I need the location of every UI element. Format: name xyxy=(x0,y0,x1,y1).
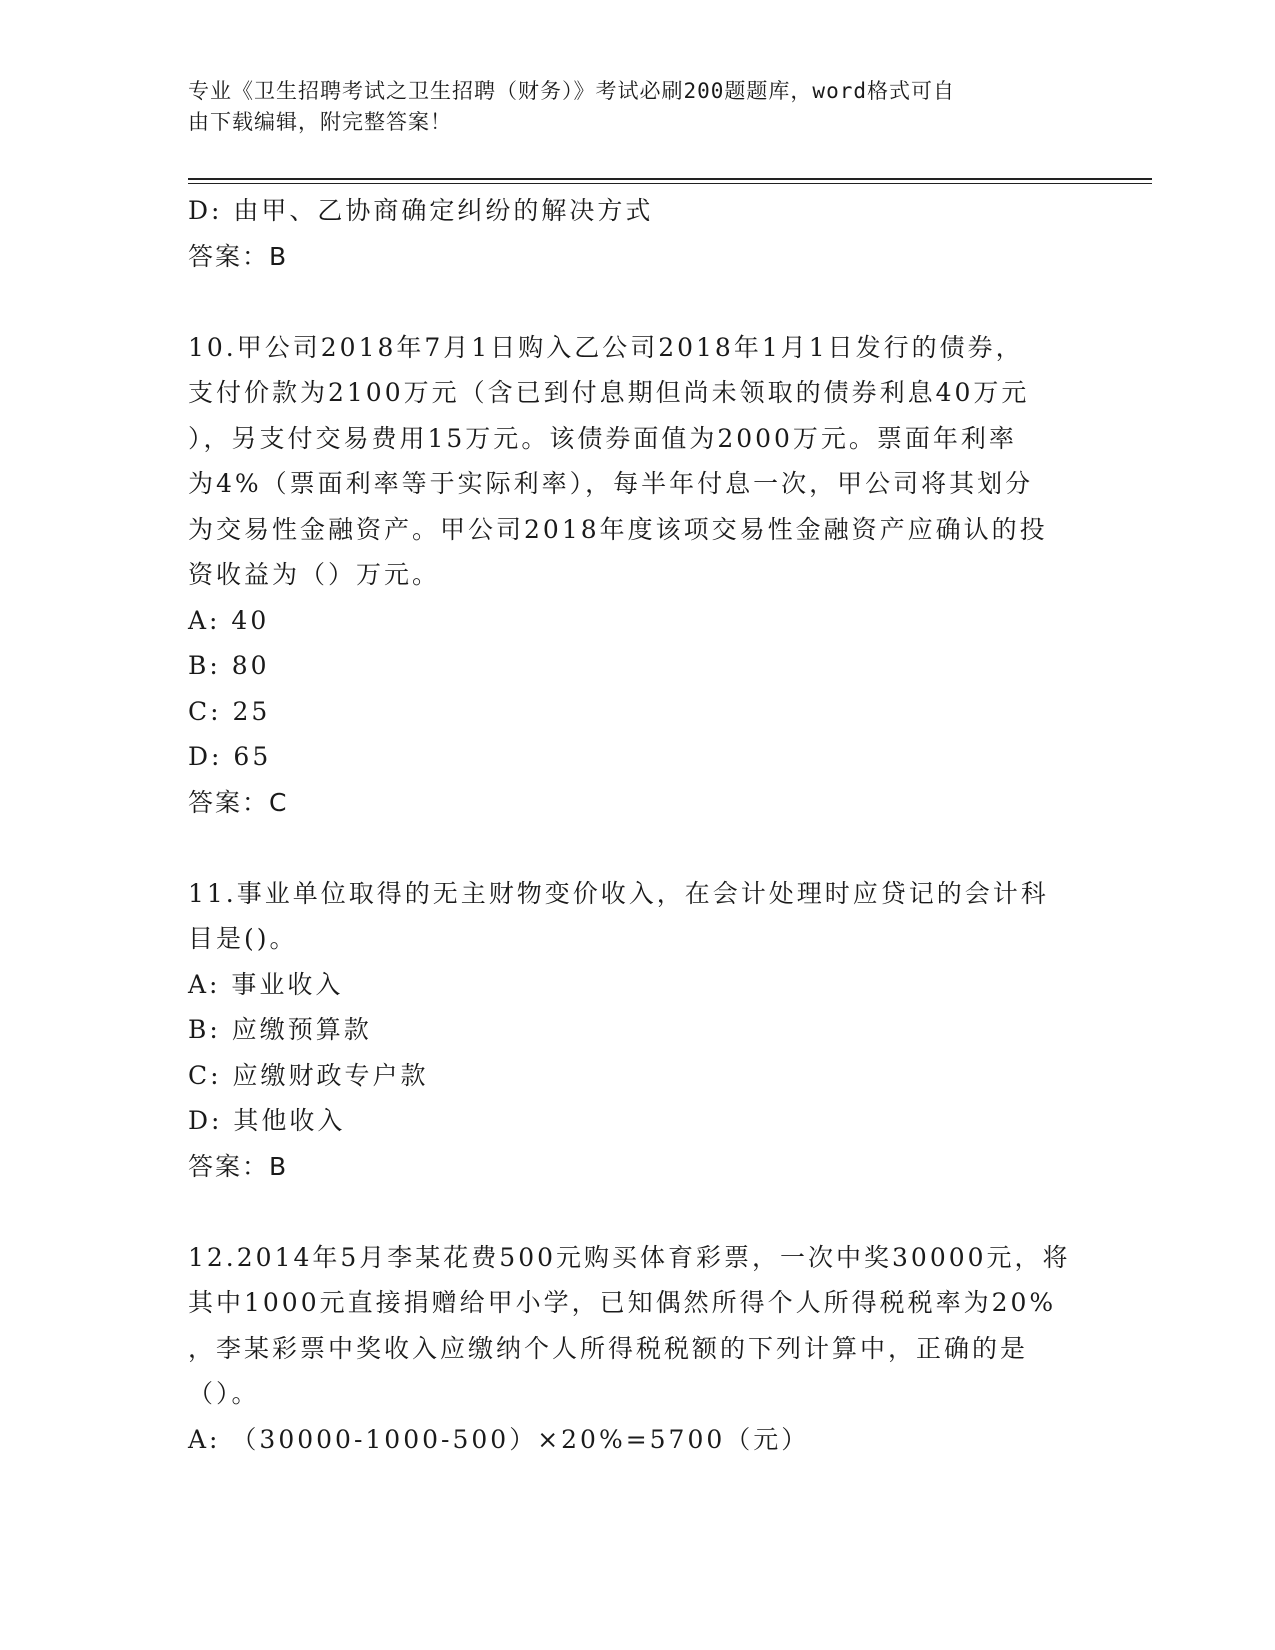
question-11 xyxy=(188,871,1088,1190)
option-a: A: 事业收入 xyxy=(188,969,344,999)
question-12 xyxy=(188,1235,1088,1463)
question-9-tail xyxy=(188,188,1088,279)
option-b: B: 应缴预算款 xyxy=(188,1015,372,1044)
question-text-line: 支付价款为2100万元（含已到付息期但尚未领取的债券利息40万元 xyxy=(188,378,1030,407)
document-body xyxy=(188,188,1088,1462)
question-text-line: 11.事业单位取得的无主财物变价收入，在会计处理时应贷记的会计科 xyxy=(188,878,1049,908)
question-text-line: 为交易性金融资产。甲公司2018年度该项交易性金融资产应确认的投 xyxy=(188,514,1048,544)
header-divider xyxy=(188,178,1152,180)
answer-line: 答案：C xyxy=(188,787,289,817)
question-10 xyxy=(188,325,1088,826)
spacer xyxy=(188,279,1088,325)
option-d: D: 由甲、乙协商确定纠纷的解决方式 xyxy=(188,196,654,225)
question-text-line: 资收益为（）万元。 xyxy=(188,560,441,589)
option-d: D: 65 xyxy=(188,742,272,771)
document-header xyxy=(188,76,1068,138)
answer-line: 答案：B xyxy=(188,1151,289,1181)
question-text-line: 目是()。 xyxy=(188,924,298,953)
header-line-1: 专业《卫生招聘考试之卫生招聘（财务）》考试必刷200题题库，word格式可自 xyxy=(188,79,955,103)
option-d: D: 其他收入 xyxy=(188,1106,346,1135)
question-text-line: ，李某彩票中奖收入应缴纳个人所得税税额的下列计算中，正确的是 xyxy=(188,1333,1029,1363)
question-text-line: 10.甲公司2018年7月1日购入乙公司2018年1月1日发行的债券， xyxy=(188,332,1024,362)
question-text-line: （）。 xyxy=(188,1379,260,1408)
spacer xyxy=(188,1189,1088,1235)
option-a: A: 40 xyxy=(188,605,270,635)
question-text-line: 为4%（票面利率等于实际利率），每半年付息一次，甲公司将其划分 xyxy=(188,469,1034,498)
question-text-line: 12.2014年5月李某花费500元购买体育彩票，一次中奖30000元，将 xyxy=(188,1242,1071,1272)
header-divider-thin xyxy=(188,183,1152,184)
spacer xyxy=(188,825,1088,871)
question-text-line: 其中1000元直接捐赠给甲小学，已知偶然所得个人所得税税率为20% xyxy=(188,1288,1057,1317)
option-c: C: 25 xyxy=(188,696,271,726)
option-a: A: （30000-1000-500）×20%=5700（元） xyxy=(188,1424,810,1454)
question-text-line: ），另支付交易费用15万元。该债券面值为2000万元。票面年利率 xyxy=(188,423,1017,453)
answer-line: 答案：B xyxy=(188,241,289,271)
header-line-2: 由下载编辑，附完整答案！ xyxy=(188,110,452,134)
option-c: C: 应缴财政专户款 xyxy=(188,1060,429,1090)
option-b: B: 80 xyxy=(188,651,270,680)
